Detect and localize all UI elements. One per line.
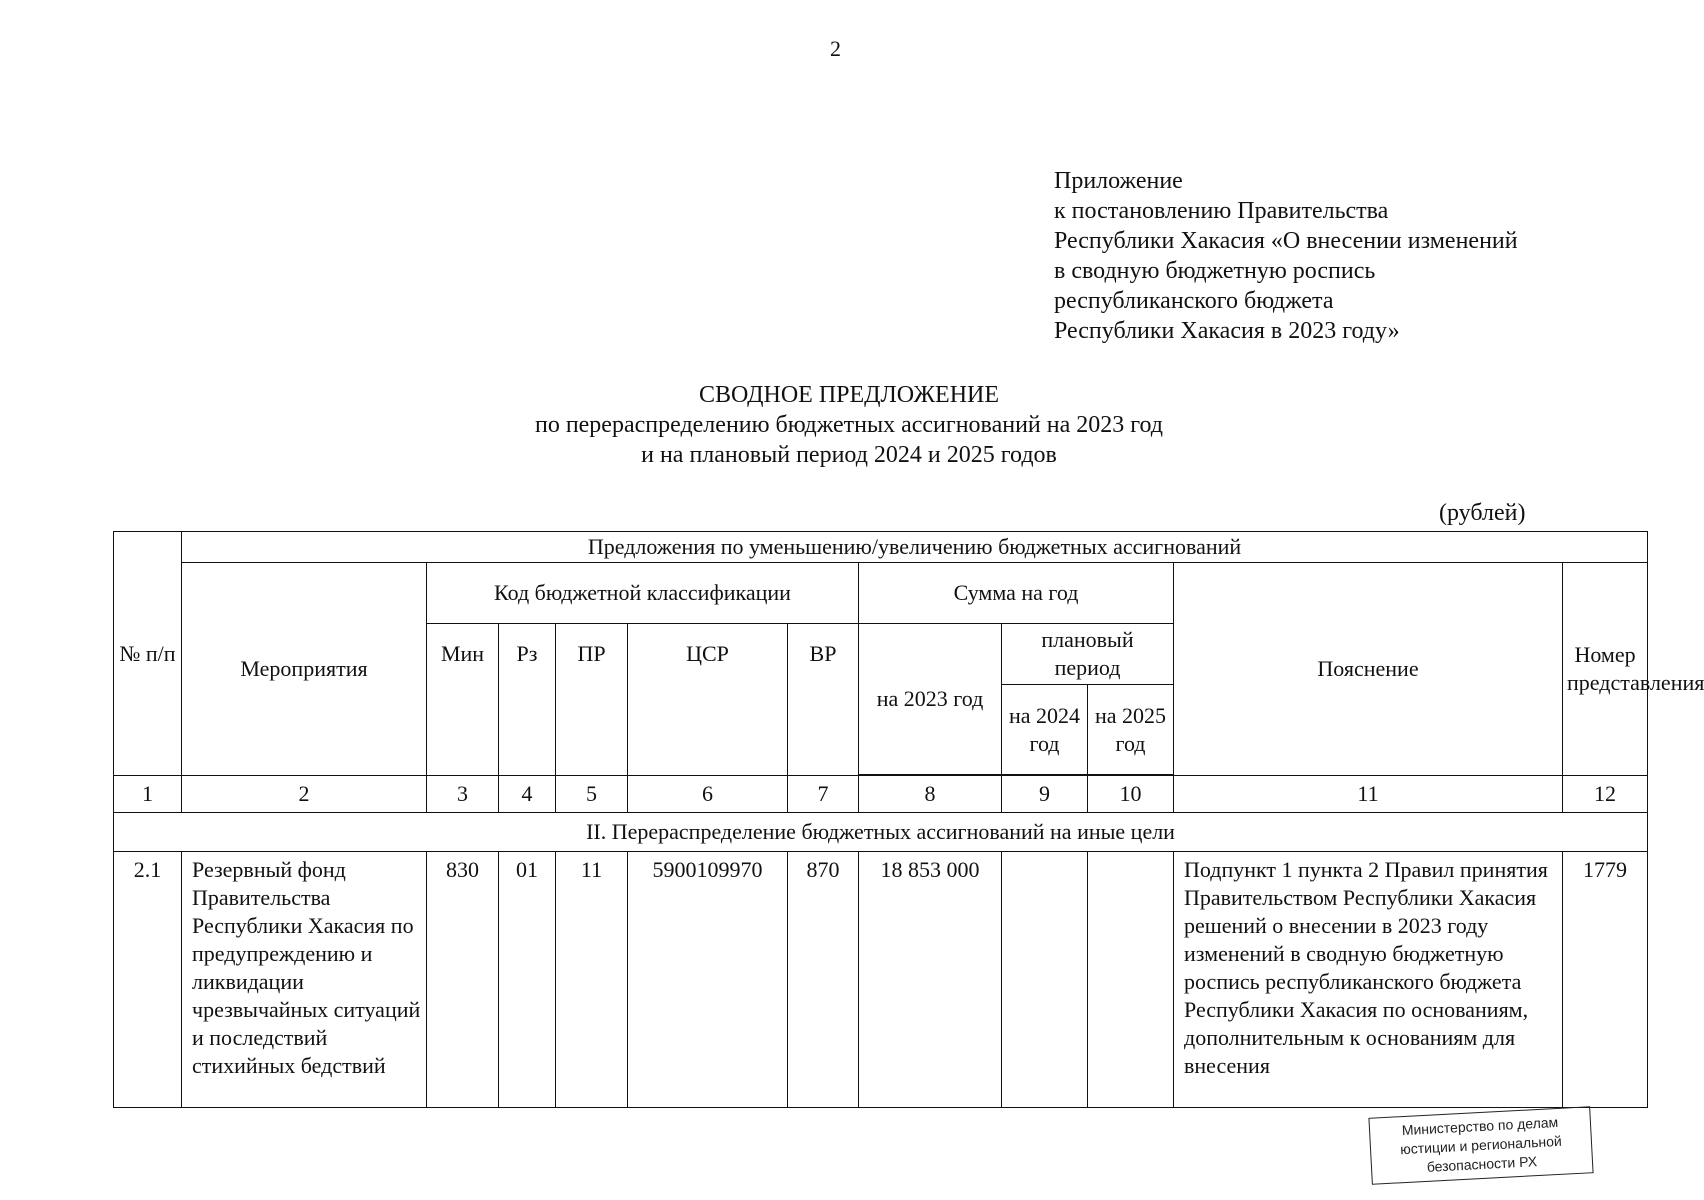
header-2024: на 2024 год [1002, 685, 1088, 775]
header-activities: Мероприятия [182, 563, 427, 776]
header-planned-period: плановый период [1002, 624, 1174, 685]
column-number: 9 [1002, 776, 1088, 813]
column-numbers-row [114, 776, 1648, 813]
header-sum: Сумма на год [859, 563, 1174, 624]
table-row [114, 852, 1648, 1108]
column-number: 1 [114, 776, 182, 813]
budget-table [113, 531, 1704, 1108]
appendix-line: Республики Хакасия «О внесении изменений [1054, 228, 1518, 254]
column-number: 12 [1563, 776, 1648, 813]
row-activity: Резервный фонд Правительства Республики Хакасия по предупреждению и ликвидации чрезвычайных ситуаций и последствий стихийных бедствий [182, 852, 427, 1108]
header-csr: ЦСР [628, 624, 788, 776]
row-rz: 01 [499, 852, 556, 1108]
row-sum-2023: 18 853 000 [859, 852, 1002, 1108]
row-pr: 11 [556, 852, 628, 1108]
row-csr: 5900109970 [628, 852, 788, 1108]
header-submission: Номер представления [1563, 563, 1648, 776]
header-proposals: Предложения по уменьшению/увеличению бюджетных ассигнований [182, 532, 1648, 563]
appendix-block [1054, 166, 1518, 346]
ministry-stamp: Министерство по делам юстиции и региональной безопасности РХ [1368, 1106, 1593, 1185]
column-number: 2 [182, 776, 427, 813]
column-number: 11 [1174, 776, 1563, 813]
column-number: 5 [556, 776, 628, 813]
header-vr: ВР [788, 624, 859, 776]
row-submission: 1779 [1563, 852, 1648, 1108]
row-sum-2025 [1088, 852, 1174, 1108]
header-min: Мин [427, 624, 499, 776]
row-min: 830 [427, 852, 499, 1108]
appendix-line: к постановлению Правительства [1054, 198, 1389, 224]
appendix-line: в сводную бюджетную роспись [1054, 258, 1376, 284]
appendix-line: Приложение [1054, 168, 1183, 194]
document-title: СВОДНОЕ ПРЕДЛОЖЕНИЕ [698, 382, 1000, 408]
column-number: 10 [1088, 776, 1174, 813]
document-subtitle-line2: и на плановый период 2024 и 2025 годов [641, 442, 1057, 468]
document-subtitle-line1: по перераспределению бюджетных ассигнований на 2023 год [534, 412, 1164, 438]
header-num: № п/п [114, 532, 182, 776]
row-vr: 870 [788, 852, 859, 1108]
column-number: 7 [788, 776, 859, 813]
header-pr: ПР [556, 624, 628, 776]
header-explanation: Пояснение [1174, 563, 1563, 776]
column-number: 8 [859, 776, 1002, 813]
appendix-line: Республики Хакасия в 2023 году» [1054, 318, 1400, 344]
header-2023: на 2023 год [859, 624, 1002, 775]
units-label: (рублей) [1439, 500, 1526, 526]
column-number: 4 [499, 776, 556, 813]
row-explanation: Подпункт 1 пункта 2 Правил принятия Правительством Республики Хакасия решений о внесении в 2023 году изменений в сводную бюджетную роспись республиканского бюджета Республики Хакасия по основаниям, дополнительным к основаниям для внесения [1174, 852, 1563, 1108]
header-row-1 [114, 532, 1648, 563]
row-sum-2024 [1002, 852, 1088, 1108]
header-rz: Рз [499, 624, 556, 776]
header-kbk: Код бюджетной классификации [427, 563, 859, 624]
row-num: 2.1 [114, 852, 182, 1108]
header-row-2 [114, 563, 1648, 624]
column-number: 6 [628, 776, 788, 813]
section-title: II. Перераспределение бюджетных ассигнований на иные цели [114, 813, 1648, 852]
appendix-line: республиканского бюджета [1054, 288, 1334, 314]
header-2025: на 2025 год [1088, 685, 1174, 775]
column-number: 3 [427, 776, 499, 813]
page-number: 2 [830, 36, 841, 61]
section-row [114, 813, 1648, 852]
